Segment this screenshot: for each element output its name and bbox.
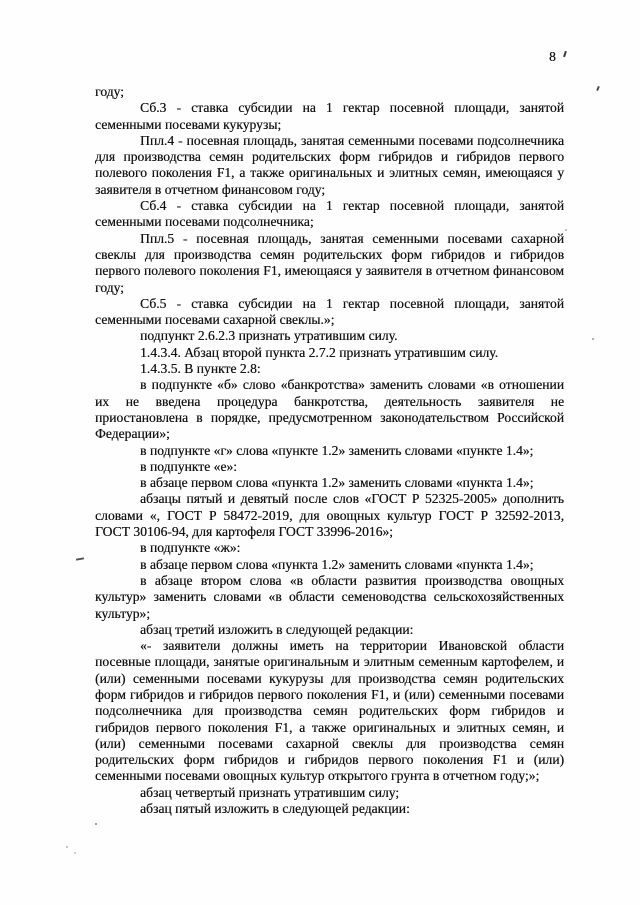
paragraph: абзац третий изложить в следующей редакции: <box>140 621 414 637</box>
paragraph: 1.4.3.5. В пункте 2.8: <box>140 361 261 377</box>
paragraph: Ппл.5 - посевная площадь, занятая семенными посевами сахарной свеклы для производства семян родительских форм гибридов и гибридов первого полевого поколения F1, имеющаяся у заявителя в отчетном финансовом году; <box>95 230 564 295</box>
scan-speck <box>565 229 567 231</box>
scan-speck <box>76 557 84 560</box>
paragraph: 1.4.3.4. Абзац второй пункта 2.7.2 признать утратившим силу. <box>140 344 498 360</box>
paragraph: в абзаце первом слова «пункта 1.2» заменить словами «пункта 1.4»; <box>140 475 534 491</box>
paragraph: абзац пятый изложить в следующей редакции: <box>140 801 410 817</box>
scan-speck <box>95 823 97 825</box>
scan-speck <box>66 846 68 848</box>
page-number: 8 <box>549 49 557 64</box>
scan-speck <box>596 86 600 91</box>
paragraph: в абзаце втором слова «в области развития производства овощных культур» заменить словами «в области семеноводства сельскохозяйственных культур»; <box>95 572 564 621</box>
paragraph: Сб.5 - ставка субсидии на 1 гектар посевной площади, занятой семенными посевами сахарной свеклы.»; <box>95 295 564 328</box>
paragraph: в подпункте «г» слова «пункте 1.2» заменить словами «пункте 1.4»; <box>140 442 534 458</box>
paragraph: Ппл.4 - посевная площадь, занятая семенными посевами подсолнечника для производства семян родительских форм гибридов и гибридов первого полевого поколения F1, а также оригинальных и элитных семян, имеющаяся у заявителя в отчетном финансовом году; <box>95 132 564 197</box>
scan-speck <box>563 51 566 57</box>
paragraph: абзацы пятый и девятый после слов «ГОСТ Р 52325-2005» дополнить словами «, ГОСТ Р 58472-2019, для овощных культур ГОСТ Р 32592-2013, ГОСТ 30106-94, для картофеля ГОСТ 33996-2016»; <box>95 491 564 540</box>
scan-speck <box>74 852 76 854</box>
paragraph: абзац четвертый признать утратившим силу; <box>140 784 400 800</box>
paragraph: в абзаце первом слова «пункта 1.2» заменить словами «пункта 1.4»; <box>140 556 534 572</box>
paragraph: в подпункте «ж»: <box>140 540 241 556</box>
paragraph: Сб.3 - ставка субсидии на 1 гектар посевной площади, занятой семенными посевами кукурузы; <box>95 100 564 132</box>
paragraph: году; <box>95 84 124 99</box>
paragraph: в подпункте «б» слово «банкротства» заменить словами «в отношении их не введена процедура банкротства, деятельность заявителя не приостановлена в порядке, предусмотренном законодательством Российской Федерации»; <box>95 377 564 442</box>
scan-speck <box>592 338 594 340</box>
paragraph: «- заявители должны иметь на территории Ивановской области посевные площади, занятые оригинальным и элитным семенным картофелем, и (или) семенными посевами кукурузы для производства семян родительских форм гибридов и гибридов первого поколения F1, и (или) семенными посевами подсолнечника для производства семян родительских форм гибридов и гибридов первого поколения F1, а также оригинальных и элитных семян, и (или) семенными посевами сахарной свеклы для производства семян родительских форм гибридов и гибридов первого поколения F1 и (или) семенными посевами овощных культур открытого грунта в отчетном году;»; <box>95 638 564 784</box>
paragraph: Сб.4 - ставка субсидии на 1 гектар посевной площади, занятой семенными посевами подсолнечника; <box>95 198 564 230</box>
document-text-block <box>95 84 564 817</box>
paragraph: подпункт 2.6.2.3 признать утратившим силу. <box>140 328 398 344</box>
paragraph: в подпункте «е»: <box>140 458 237 474</box>
